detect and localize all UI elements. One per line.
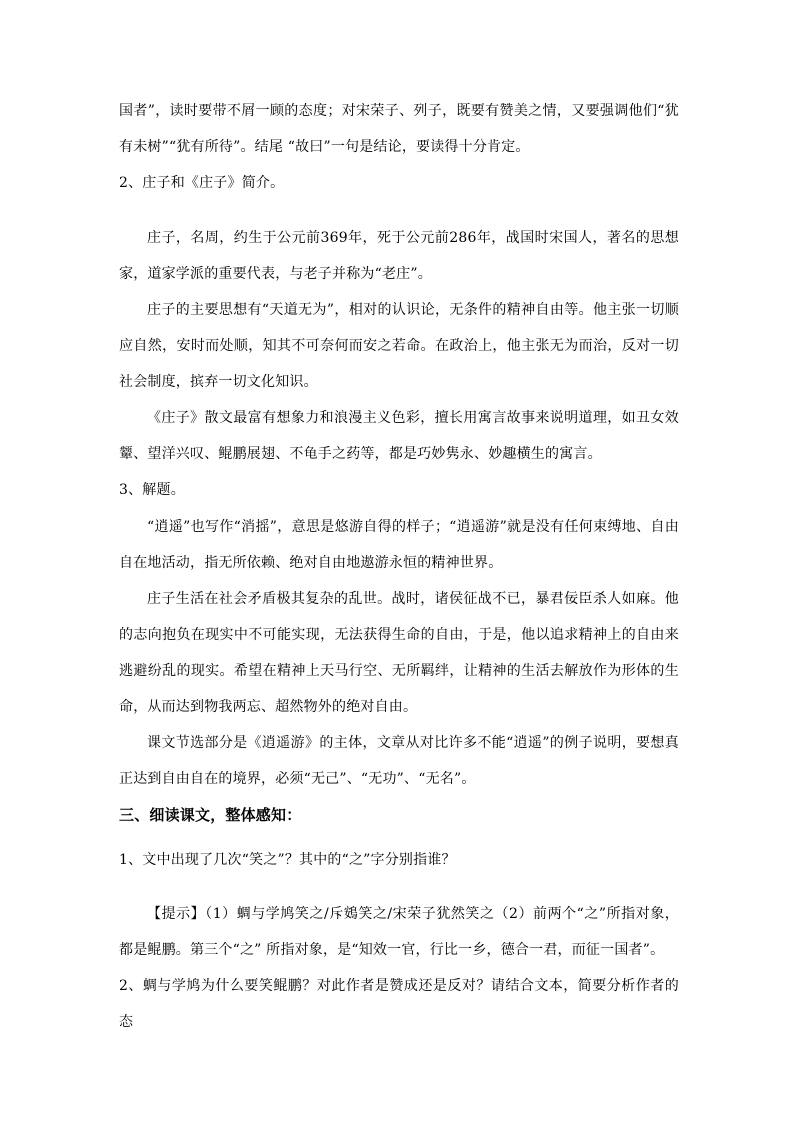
paragraph-xiaoyao-meaning: “逍遥”也写作“消摇”，意思是悠游自得的样子；“逍遥游”就是没有任何束缚地、自由自在地活动，指无所依赖、绝对自由地遨游永恒的精神世界。 — [119, 519, 679, 571]
section-heading-zhuangzi-intro: 2、庄子和《庄子》简介。 — [119, 175, 285, 191]
paragraph-zhuangzi-bio: 庄子，名周，约生于公元前369年，死于公元前286年，战国时宋国人，著名的思想家，道家学派的重要代表，与老子并称为“老庄”。 — [119, 230, 679, 282]
question-2: 2、蜩与学鸠为什么要笑鲲鹏？对此作者是赞成还是反对？请结合文本，简要分析作者的态 — [119, 978, 679, 1030]
question-1: 1、文中出现了几次“笑之”？其中的“之”字分别指谁？ — [119, 852, 456, 868]
paragraph-reading-guidance: 国者”，读时要带不屑一顾的态度；对宋荣子、列子，既要有赞美之情，又要强调他们“犹有未树”“犹有所待”。结尾 “故曰”一句是结论，要读得十分肯定。 — [119, 103, 679, 155]
section-heading-title-explanation: 3、解题。 — [119, 482, 185, 498]
paragraph-zhuangzi-thought: 庄子的主要思想有“天道无为”，相对的认识论，无条件的精神自由等。他主张一切顺应自然，安时而处顺，知其不可奈何而安之若命。在政治上，他主张无为而治，反对一切社会制度，摈弃一切文化知识。 — [119, 302, 679, 390]
hint-answer-1: 【提示】（1）蜩与学鸠笑之/斥鴳笑之/宋荣子犹然笑之（2）前两个“之”所指对象，都是鲲鹏。第三个“之” 所指对象，是“知效一官，行比一乡，德合一君，而征一国者”。 — [119, 906, 679, 958]
paragraph-excerpt-summary: 课文节选部分是《逍遥游》的主体，文章从对比许多不能“逍遥”的例子说明，要想真正达到自由自在的境界，必须“无己”、“无功”、“无名”。 — [119, 735, 679, 787]
paragraph-historical-context: 庄子生活在社会矛盾极其复杂的乱世。战时，诸侯征战不已，暴君佞臣杀人如麻。他的志向抱负在现实中不可能实现，无法获得生命的自由，于是，他以追求精神上的自由来逃避纷乱的现实。希望在精神上天马行空、无所羁绊，让精神的生活去解放作为形体的生命，从而达到物我两忘、超然物外的绝对自由。 — [119, 591, 679, 715]
paragraph-zhuangzi-prose: 《庄子》散文最富有想象力和浪漫主义色彩，擅长用寓言故事来说明道理，如丑女效颦、望洋兴叹、鲲鹏展翅、不龟手之药等，都是巧妙隽永、妙趣横生的寓言。 — [119, 410, 679, 462]
main-heading-close-reading: 三、细读课文，整体感知： — [119, 806, 302, 824]
